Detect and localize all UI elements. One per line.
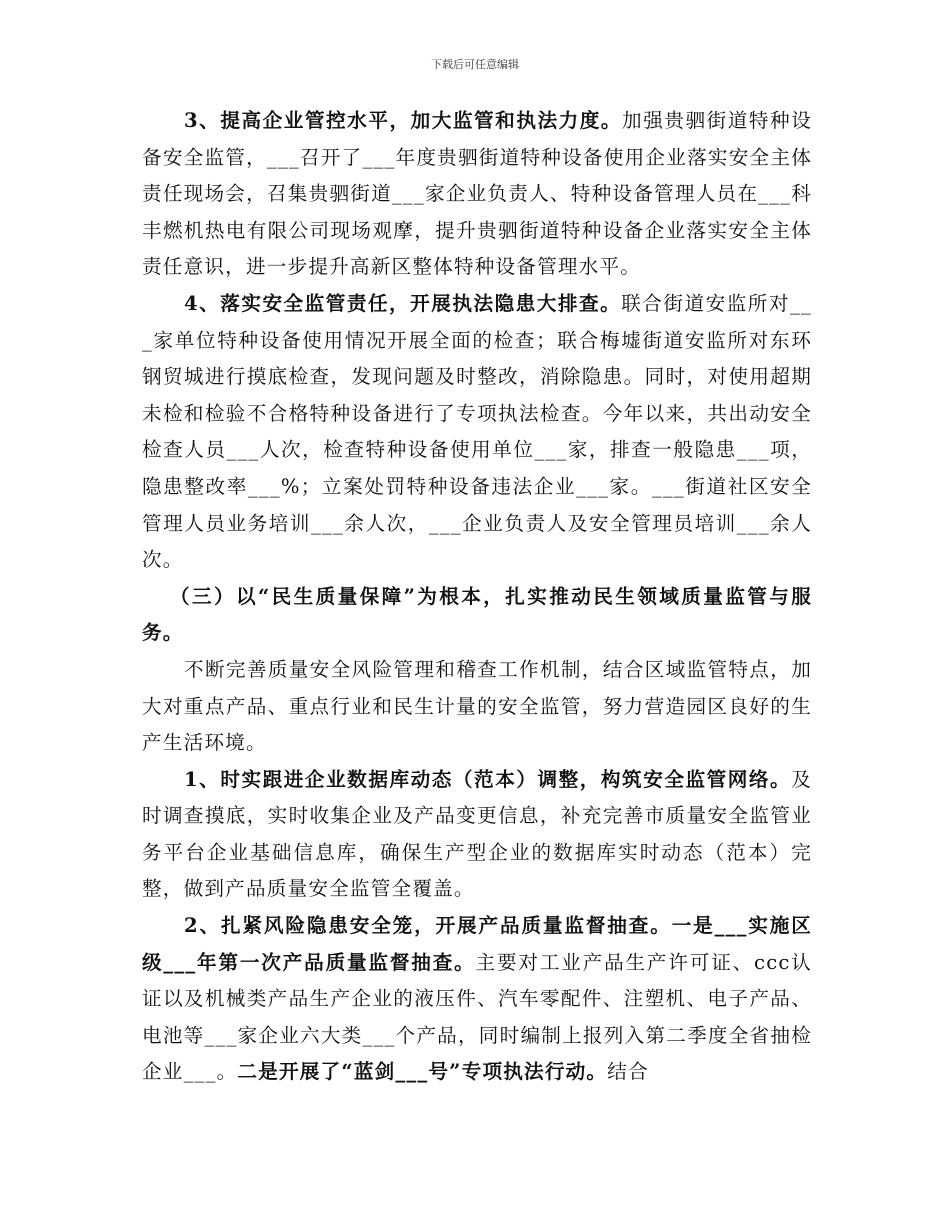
paragraph-item-1 bbox=[142, 762, 812, 908]
paragraph-item-2 bbox=[142, 908, 812, 1091]
paragraph-subheading: 一是___实施区级___年第一次产品质量监督抽查。 bbox=[142, 914, 812, 974]
paragraph-subheading: 二是开展了“蓝剑___号”专项执法行动。 bbox=[237, 1060, 608, 1084]
paragraph-item-4 bbox=[142, 286, 812, 579]
paragraph-text: 结合 bbox=[607, 1060, 649, 1084]
paragraph-text: 主要对工业产品生产许可证、ccc认证以及机械类产品生产企业的液压件、汽车零配件、注塑机、电子产品、电池等___家企业六大类___个产品，同时编制上报列入第二季度全省抽检企业___。 bbox=[142, 950, 812, 1084]
paragraph-heading: 2、扎紧风险隐患安全笼，开展产品质量监督抽查。 bbox=[184, 914, 672, 938]
paragraph-heading: 1、时实跟进企业数据库动态（范本）调整，构筑安全监管网络。 bbox=[184, 767, 792, 791]
paragraph-heading: 4、落实安全监管责任，开展执法隐患大排查。 bbox=[184, 291, 622, 315]
section-heading bbox=[142, 579, 812, 652]
paragraph-text: 加强贵驷街道特种设备安全监管，___召开了___年度贵驷街道特种设备使用企业落实安全主体责任现场会，召集贵驷街道___家企业负责人、特种设备管理人员在___科丰燃机热电有限公司现场观摩，提升贵驷街道特种设备企业落实安全主体责任意识，进一步提升高新区整体特种设备管理水平。 bbox=[142, 109, 812, 279]
section-heading-text: （三）以“民生质量保障”为根本，扎实推动民生领域质量监管与服务。 bbox=[142, 584, 812, 645]
paragraph-item-3 bbox=[142, 103, 812, 286]
paragraph-text: 不断完善质量安全风险管理和稽查工作机制，结合区域监管特点，加大对重点产品、重点行业和民生计量的安全监管，努力营造园区良好的生产生活环境。 bbox=[142, 657, 812, 755]
paragraph-intro bbox=[142, 652, 812, 762]
paragraph-text: 联合街道安监所对___家单位特种设备使用情况开展全面的检查；联合梅墟街道安监所对东环钢贸城进行摸底检查，发现问题及时整改，消除隐患。同时，对使用超期未检和检验不合格特种设备进行了专项执法检查。今年以来，共出动安全检查人员___人次，检查特种设备使用单位___家，排查一般隐患___项，隐患整改率___%；立案处罚特种设备违法企业___家。___街道社区安全管理人员业务培训___余人次，___企业负责人及安全管理员培训___余人次。 bbox=[142, 291, 812, 572]
page-header: 下载后可任意编辑 bbox=[431, 58, 519, 71]
paragraph-heading: 3、提高企业管控水平，加大监管和执法力度。 bbox=[184, 109, 623, 132]
paragraph-text: 及时调查摸底，实时收集企业及产品变更信息，补充完善市质量安全监管业务平台企业基础信息库，确保生产型企业的数据库实时动态（范本）完整，做到产品质量安全监管全覆盖。 bbox=[142, 767, 812, 901]
document-body bbox=[142, 103, 812, 1091]
